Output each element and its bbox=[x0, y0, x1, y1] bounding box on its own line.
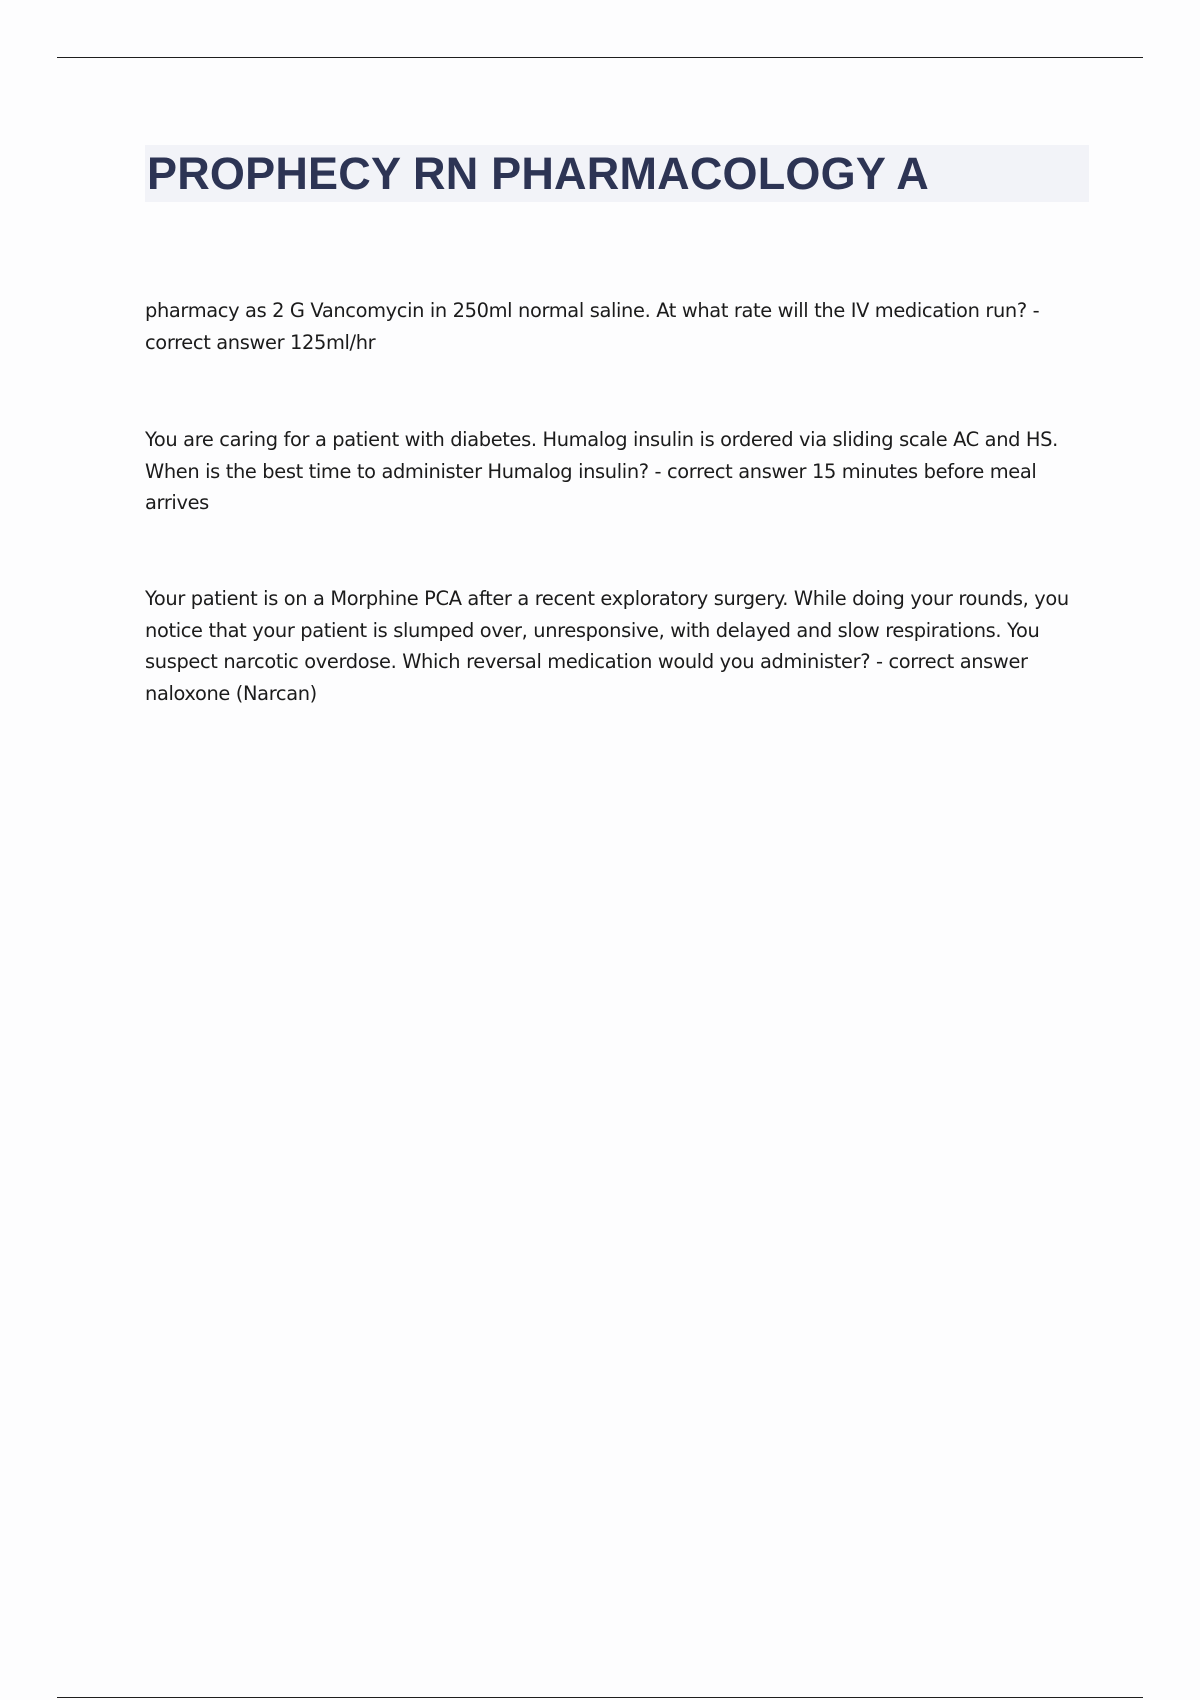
qa-entry-humalog: You are caring for a patient with diabetes. Humalog insulin is ordered via sliding scale AC and HS. When is the best time to administer Humalog insulin? - correct answer 15 minutes before meal arrives bbox=[145, 428, 1058, 514]
header-rule bbox=[57, 57, 1143, 58]
qa-entry-vancomycin: pharmacy as 2 G Vancomycin in 250ml normal saline. At what rate will the IV medication run? - correct answer 125ml/hr bbox=[145, 299, 1040, 354]
qa-entry-morphine: Your patient is on a Morphine PCA after a recent exploratory surgery. While doing your rounds, you notice that your patient is slumped over, unresponsive, with delayed and slow respirations. You suspect narcotic overdose. Which reversal medication would you administer? - correct answer naloxone (Narcan) bbox=[145, 587, 1069, 705]
footer-rule bbox=[57, 1697, 1143, 1698]
document-title: PROPHECY RN PHARMACOLOGY A bbox=[147, 148, 929, 199]
